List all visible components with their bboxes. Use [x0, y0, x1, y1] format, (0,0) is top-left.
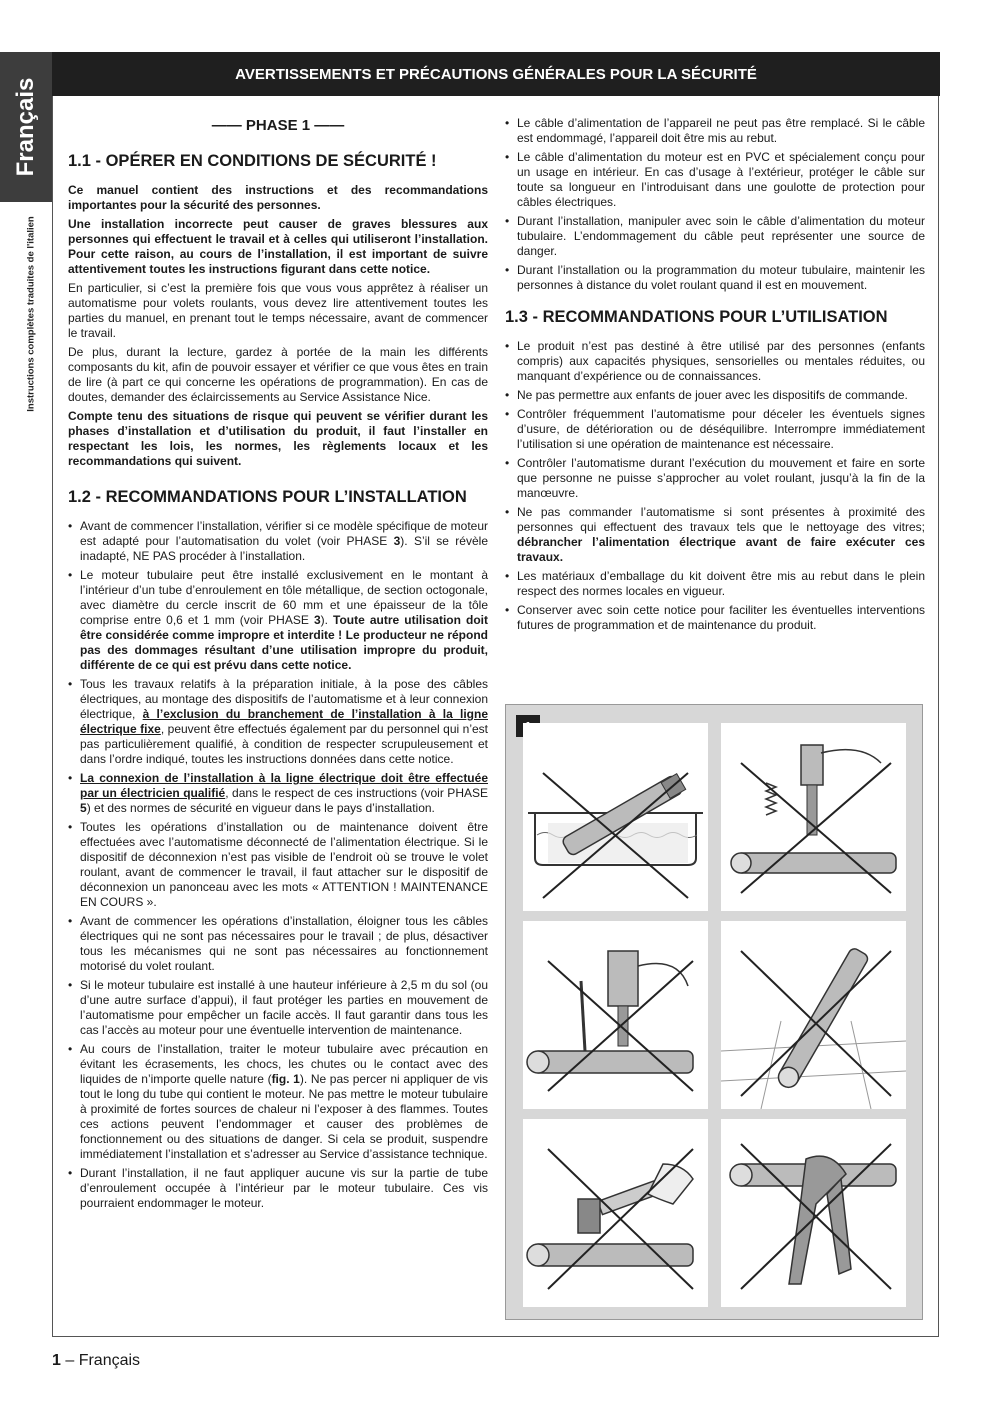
language-label: Français	[12, 77, 39, 177]
list-item: • Durant l’installation, il ne faut appliquer aucune vis sur la partie de tube d’enroulement occupée à l’intérieur par le moteur tubulaire. Ces vis pourraient endommager le moteur.	[68, 1166, 488, 1211]
panel-motor-in-water	[523, 723, 708, 911]
page-number: 1	[52, 1352, 61, 1369]
banner-title: AVERTISSEMENTS ET PRÉCAUTIONS GÉNÉRALES POUR LA SÉCURITÉ	[235, 65, 757, 83]
list-item: • Ne pas commander l’automatisme si sont présentes à proximité des personnes qui effectuent des travaux tels que le nettoyage des vitres; débrancher l’alimentation électrique avant de faire exécuter ces travaux.	[505, 505, 925, 565]
list-item: • Contrôler fréquemment l’automatisme pour déceler les éventuels signes d’usure, de détérioration ou de déséquilibre. Interrompre immédiatement l’utilisation si une opération de maintenance est nécessaire.	[505, 407, 925, 452]
list-item: • Les matériaux d’emballage du kit doivent être mis au rebut dans le plein respect des normes locales en vigueur.	[505, 569, 925, 599]
footer-language: – Français	[60, 1352, 141, 1369]
pliers-on-tube-illustration	[721, 1119, 906, 1307]
s11-p1: Ce manuel contient des instructions et des recommandations importantes pour la sécurité des personnes.	[68, 183, 488, 212]
hammer-on-tube-illustration	[523, 1119, 708, 1307]
motor-dropped-illustration	[721, 921, 906, 1109]
panel-pliers-on-tube	[721, 1119, 906, 1307]
figure-1	[505, 704, 923, 1320]
left-column	[68, 116, 488, 1225]
screw-into-tube-illustration	[721, 723, 906, 911]
s11-p5: Compte tenu des situations de risque qui peuvent se vérifier durant les phases d’installation et d’utilisation du produit, il faut l’installer en respectant les lois, les normes, les règlements locaux et les recommandations qui suivent.	[68, 409, 488, 468]
panel-motor-dropped	[721, 921, 906, 1109]
page-footer	[52, 1352, 140, 1370]
list-item: • Le câble d’alimentation de l’appareil ne peut pas être remplacé. Si le câble est endommagé, l’appareil doit être mis au rebut.	[505, 116, 925, 146]
motor-in-water-illustration	[523, 723, 708, 911]
installation-list	[68, 519, 488, 1211]
list-item: • Toutes les opérations d’installation ou de maintenance doivent être effectuées avec l’automatisme déconnecté de l’alimentation électrique. Si le dispositif de déconnexion n’est pas visible de l’endroit où se trouve le volet roulant, avant de commencer le travail, il faut attacher sur le dispositif de déconnexion un panonceau avec les mots « ATTENTION ! MAINTENANCE EN COURS ».	[68, 820, 488, 910]
list-item: • Avant de commencer les opérations d’installation, éloigner tous les câbles électriques qui ne sont pas nécessaires pour le travail ; de plus, désactiver tous les mécanismes qui ne sont pas nécessaires au fonctionnement motorisé du volet roulant.	[68, 914, 488, 974]
phase-title: —— PHASE 1 ——	[211, 117, 345, 134]
list-item: • Le moteur tubulaire peut être installé exclusivement en le montant à l’intérieur d’un tube d’enroulement en tôle métallique, de section octogonale, avec diamètre du cercle inscrit de 60 mm et une épaisseur de la tôle comprise entre 0,6 et 1 mm (voir PHASE 3). Toute autre utilisation doit être considérée comme impropre et interdite ! Le producteur ne répond pas des dommages résultant d’une utilisation impropre du produit, différente de ce qui est prévu dans cette notice.	[68, 568, 488, 673]
s11-p2: Une installation incorrecte peut causer de graves blessures aux personnes qui effectuent le travail et à celles qui utiliseront l’installation. Pour cette raison, au cours de l’installation, il est important de suivre attentivement toutes les instructions figurant dans cette notice.	[68, 217, 488, 276]
drill-into-tube-illustration	[523, 921, 708, 1109]
list-item: • Durant l’installation ou la programmation du moteur tubulaire, maintenir les personnes à distance du volet roulant quand il est en mouvement.	[505, 263, 925, 293]
usage-list	[505, 339, 925, 633]
list-item: • Si le moteur tubulaire est installé à une hauteur inférieure à 2,5 m du sol (ou d’une autre surface d’appui), il faut protéger les parties en mouvement de l’automatisme pour empêcher un facile accès. Il faut garantir dans tous les cas l’accès au moteur pour une éventuelle intervention de maintenance.	[68, 978, 488, 1038]
translation-note: Instructions complètes traduites de l'italien	[25, 216, 37, 412]
list-item: • Le produit n’est pas destiné à être utilisé par des personnes (enfants compris) aux capacités physiques, sensorielles ou mentales réduites, ou manquant d’expérience ou de connaissances.	[505, 339, 925, 384]
list-item: • Tous les travaux relatifs à la préparation initiale, à la pose des câbles électriques, au montage des dispositifs de l’automatisme et à leur connexion électrique, à l’exclusion du branchement de l’installation à la ligne électrique fixe, peuvent être effectués également par du personnel qui n’est pas particulièrement qualifié, à condition de respecter scrupuleusement et dans l’ordre indiqué, toutes les instructions données dans cette notice.	[68, 677, 488, 767]
list-item: • Ne pas permettre aux enfants de jouer avec les dispositifs de commande.	[505, 388, 925, 403]
right-column	[505, 116, 925, 647]
s11-p4: De plus, durant la lecture, gardez à portée de la main les différents composants du kit, afin de pouvoir essayer et vérifier ce que vous êtes en train de lire (à part ce qui concerne les opérations de programmation). En cas de doutes, demander des éclaircissements au Service Assistance Nice.	[68, 345, 488, 404]
list-item: • La connexion de l’installation à la ligne électrique doit être effectuée par un électricien qualifié, dans le respect de ces instructions (voir PHASE 5) et des normes de sécurité en vigueur dans le pays d’installation.	[68, 771, 488, 816]
section-1-1-heading: 1.1 - OPÉRER EN CONDITIONS DE SÉCURITÉ !	[68, 152, 437, 170]
section-1-3-heading: 1.3 - RECOMMANDATIONS POUR L’UTILISATION	[505, 308, 888, 326]
panel-hammer-on-tube	[523, 1119, 708, 1307]
panel-drill-into-tube	[523, 921, 708, 1109]
installation-list-continued	[505, 116, 925, 293]
list-item: • Avant de commencer l’installation, vérifier si ce modèle spécifique de moteur est adapté pour l’automatisation du volet (voir PHASE 3). S’il se révèle inadapté, NE PAS procéder à l’installation.	[68, 519, 488, 564]
panel-screw-into-tube	[721, 723, 906, 911]
list-item: • Conserver avec soin cette notice pour faciliter les éventuelles interventions futures de programmation et de maintenance du produit.	[505, 603, 925, 633]
list-item: • Au cours de l’installation, traiter le moteur tubulaire avec précaution en évitant les écrasements, les chocs, les chutes ou le contact avec des liquides de n’importe quelle nature (fig. 1). Ne pas percer ni appliquer de vis tout le long du tube qui contient le moteur. Ne pas mettre le moteur tubulaire à proximité de fortes sources de chaleur ni l’exposer à des flammes. Toutes ces actions peuvent l’endommager et causer des problèmes de fonctionnement ou des situations de danger. Si cela se produit, suspendre immédiatement l’installation et s’adresser au Service d’assistance technique.	[68, 1042, 488, 1162]
list-item: • Le câble d’alimentation du moteur est en PVC et spécialement conçu pour un usage en intérieur. En cas d’usage à l’extérieur, protéger le câble sur toute sa longueur en l’introduisant dans une goulotte de protection pour câbles électriques.	[505, 150, 925, 210]
section-1-2-heading: 1.2 - RECOMMANDATIONS POUR L’INSTALLATION	[68, 488, 467, 506]
s11-p3: En particulier, si c’est la première fois que vous vous apprêtez à réaliser un automatisme pour volets roulants, vous devez lire attentivement toutes les parties du manuel, en prenant tout le temps nécessaire, avant de commencer le travail.	[68, 281, 488, 340]
list-item: • Durant l’installation, manipuler avec soin le câble d’alimentation du moteur tubulaire. L’endommagement du câble peut représenter une source de danger.	[505, 214, 925, 259]
page-banner	[52, 52, 940, 96]
list-item: • Contrôler l’automatisme durant l’exécution du mouvement et faire en sorte que personne ne puisse s’approcher au volet roulant, jusqu’à la fin de la manœuvre.	[505, 456, 925, 501]
